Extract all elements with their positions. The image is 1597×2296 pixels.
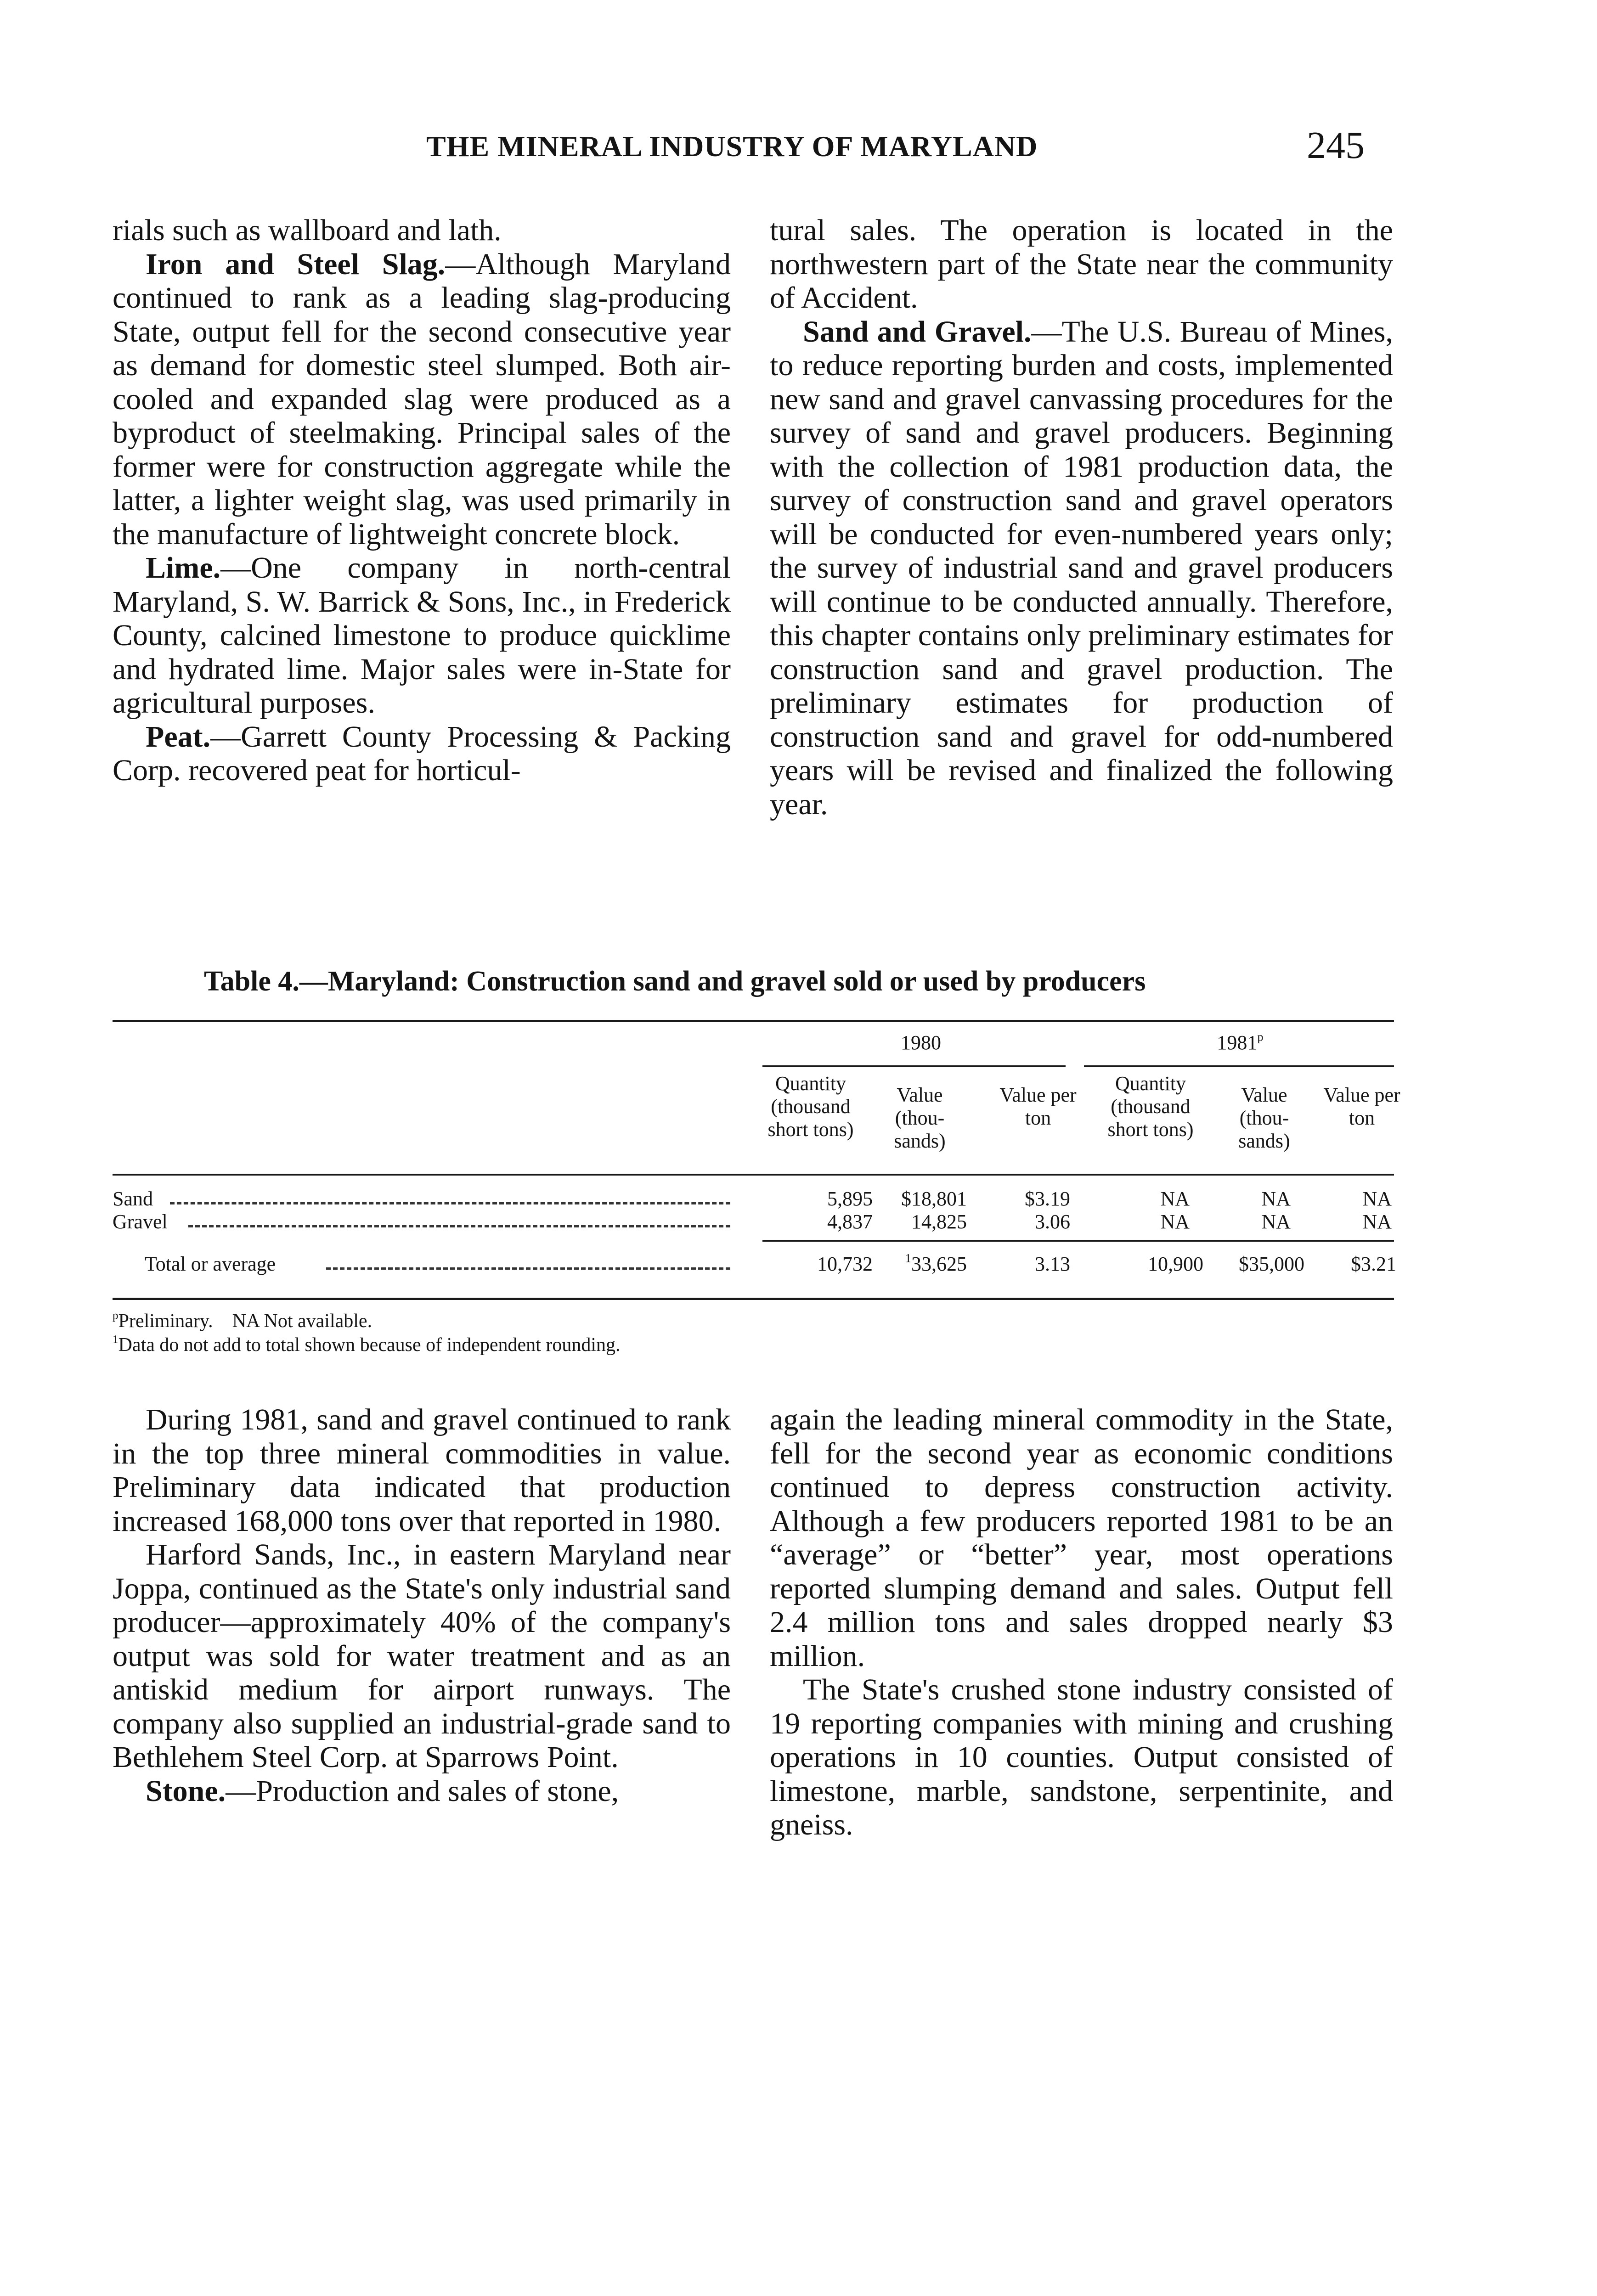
- section-lead: Lime.: [146, 551, 221, 585]
- footnote-text: Preliminary.: [118, 1311, 213, 1332]
- paragraph-text: —Although Maryland continued to rank as a leading slag-producing State, output fell for the second consecutive year as demand for domestic steel slumped. Both air-cooled and expanded slag were produced as a byproduct of steelmaking. Principal sales of the former were for construction aggregate while the latter, a lighter weight slag, was used primarily in the manufacture of lightweight concrete block.: [113, 247, 731, 551]
- col-header-value-per-ton-1981: Value per ton: [1323, 1084, 1400, 1129]
- cell-total-quantity-1981: 10,900: [1148, 1253, 1203, 1275]
- paragraph-text: —Garrett County Processing & Packing Corp. recovered peat for horticul-: [113, 720, 731, 787]
- paragraph: [770, 214, 1393, 315]
- col-header-value-per-ton-1980: Value per ton: [999, 1084, 1077, 1129]
- paragraph-text: —Production and sales of stone,: [226, 1774, 619, 1808]
- text-column-bottom-left: [113, 1403, 731, 1808]
- col-header-value-1980: Value (thou-sands): [894, 1084, 946, 1152]
- paragraph: [113, 720, 731, 788]
- paragraph-text: —One company in north-central Maryland, S. W. Barrick & Sons, Inc., in Frederick County, calcined limestone to produce quicklime and hydrated lime. Major sales were in-State for agricultural purposes.: [113, 551, 731, 720]
- cell-sand-value-1981: NA: [1261, 1187, 1291, 1210]
- footnote-gap: [213, 1311, 232, 1332]
- cell-sand-quantity-1980: 5,895: [827, 1187, 873, 1210]
- footnote-mark: 1: [113, 1333, 119, 1346]
- paragraph: [113, 1538, 731, 1774]
- paragraph-text: The State's crushed stone industry consisted of 19 reporting companies with mining and crushing operations in 10 counties. Output consisted of limestone, marble, sandstone, serpentinite, and gneiss.: [770, 1673, 1393, 1841]
- section-lead: Stone.: [146, 1774, 226, 1808]
- section-lead: Peat.: [146, 720, 211, 754]
- footnote-text: Data do not add to total shown because of independent rounding.: [118, 1334, 621, 1356]
- paragraph: [113, 551, 731, 720]
- table-top-rule: [113, 1020, 1394, 1022]
- paragraph-text: —The U.S. Bureau of Mines, to reduce reporting burden and costs, implemented new sand and gravel canvassing procedures for the survey of sand and gravel producers. Beginning with the collection of 1981 production data, the survey of construction sand and gravel operators will be conducted for even-numbered years only; the survey of industrial sand and gravel producers will continue to be conducted annually. Therefore, this chapter contains only preliminary estimates for construction sand and gravel production. The preliminary estimates for production of construction sand and gravel for odd-numbered years will be revised and finalized the following year.: [770, 315, 1393, 821]
- paragraph: [113, 248, 731, 551]
- preliminary-mark: p: [113, 1309, 119, 1322]
- running-head: THE MINERAL INDUSTRY OF MARYLAND: [426, 130, 1038, 163]
- paragraph: [770, 1403, 1393, 1673]
- cell-gravel-value-per-ton-1980: 3.06: [1035, 1210, 1070, 1233]
- paragraph-text: tural sales. The operation is located in the northwestern part of the State near the community of Accident.: [770, 214, 1393, 315]
- year-1981-label: 1981: [1217, 1031, 1258, 1054]
- cell-gravel-value-1981: NA: [1261, 1210, 1291, 1233]
- dot-leader: [188, 1225, 730, 1227]
- cell-sand-value-1980: $18,801: [901, 1187, 967, 1210]
- cell-total-quantity-1980: 10,732: [817, 1253, 873, 1275]
- total-rule: [762, 1240, 1394, 1242]
- page-number: 245: [1307, 124, 1365, 167]
- paragraph: [770, 1673, 1393, 1842]
- year-header-1980: 1980: [901, 1031, 941, 1054]
- table-title: Table 4.—Maryland: Construction sand and gravel sold or used by producers: [204, 966, 1146, 997]
- row-label-total: Total or average: [145, 1253, 276, 1275]
- footnote-mark: 1: [905, 1251, 911, 1265]
- cell-gravel-value-1980: 14,825: [911, 1210, 967, 1233]
- text-column-bottom-right: [770, 1403, 1393, 1842]
- year-1981-rule: [1084, 1065, 1394, 1067]
- col-header-quantity-1981: Quantity (thousand short tons): [1107, 1072, 1194, 1141]
- dot-leader: [326, 1267, 730, 1270]
- col-header-value-1981: Value (thou-sands): [1238, 1084, 1290, 1152]
- cell-total-value-1980: [875, 1253, 967, 1276]
- cell-total-value-per-ton-1980: 3.13: [1035, 1253, 1070, 1275]
- page-header: [0, 124, 1597, 175]
- paragraph: [113, 1774, 731, 1808]
- text-column-top-right: [770, 214, 1393, 821]
- header-bottom-rule: [113, 1174, 1394, 1176]
- year-1980-rule: [762, 1065, 1066, 1067]
- footnote-rounding: [113, 1334, 621, 1356]
- paragraph: [113, 214, 731, 248]
- paragraph: [770, 315, 1393, 822]
- table-bottom-rule: [113, 1298, 1394, 1300]
- dot-leader: [170, 1202, 730, 1204]
- paragraph: [113, 1403, 731, 1538]
- year-header-1981: [1084, 1031, 1396, 1054]
- paragraph-text: rials such as wallboard and lath.: [113, 214, 502, 247]
- cell-total-value-per-ton-1981: $3.21: [1351, 1253, 1396, 1275]
- cell-gravel-value-per-ton-1981: NA: [1362, 1210, 1392, 1233]
- footnote-preliminary: [113, 1310, 372, 1333]
- row-label-sand: Sand: [113, 1187, 153, 1210]
- preliminary-mark: p: [1257, 1030, 1264, 1044]
- footnote-text: NA Not available.: [232, 1311, 372, 1332]
- cell-sand-quantity-1981: NA: [1160, 1187, 1190, 1210]
- text-column-top-left: [113, 214, 731, 788]
- paragraph-text: During 1981, sand and gravel continued to rank in the top three mineral commodities in value. Preliminary data indicated that production increased 168,000 tons over that reported in 1980.: [113, 1403, 731, 1538]
- paragraph-text: again the leading mineral commodity in the State, fell for the second year as economic conditions continued to depress construction activity. Although a few producers reported 1981 to be an “average” or “better” year, most operations reported slumping demand and sales. Output fell 2.4 million tons and sales dropped nearly $3 million.: [770, 1403, 1393, 1673]
- cell-total-value-1981: $35,000: [1239, 1253, 1304, 1275]
- col-header-quantity-1980: Quantity (thousand short tons): [767, 1072, 854, 1141]
- total-value-1980-text: 33,625: [911, 1253, 967, 1275]
- cell-sand-value-per-ton-1980: $3.19: [1025, 1187, 1070, 1210]
- cell-gravel-quantity-1981: NA: [1160, 1210, 1190, 1233]
- row-label-gravel: Gravel: [113, 1210, 168, 1233]
- section-lead: Sand and Gravel.: [803, 315, 1032, 349]
- paragraph-text: Harford Sands, Inc., in eastern Maryland near Joppa, continued as the State's only industrial sand producer—approximately 40% of the company's output was sold for water treatment and as an antiskid medium for airport runways. The company also supplied an industrial-grade sand to Bethlehem Steel Corp. at Sparrows Point.: [113, 1538, 731, 1774]
- cell-gravel-quantity-1980: 4,837: [827, 1210, 873, 1233]
- section-lead: Iron and Steel Slag.: [146, 247, 446, 281]
- cell-sand-value-per-ton-1981: NA: [1362, 1187, 1392, 1210]
